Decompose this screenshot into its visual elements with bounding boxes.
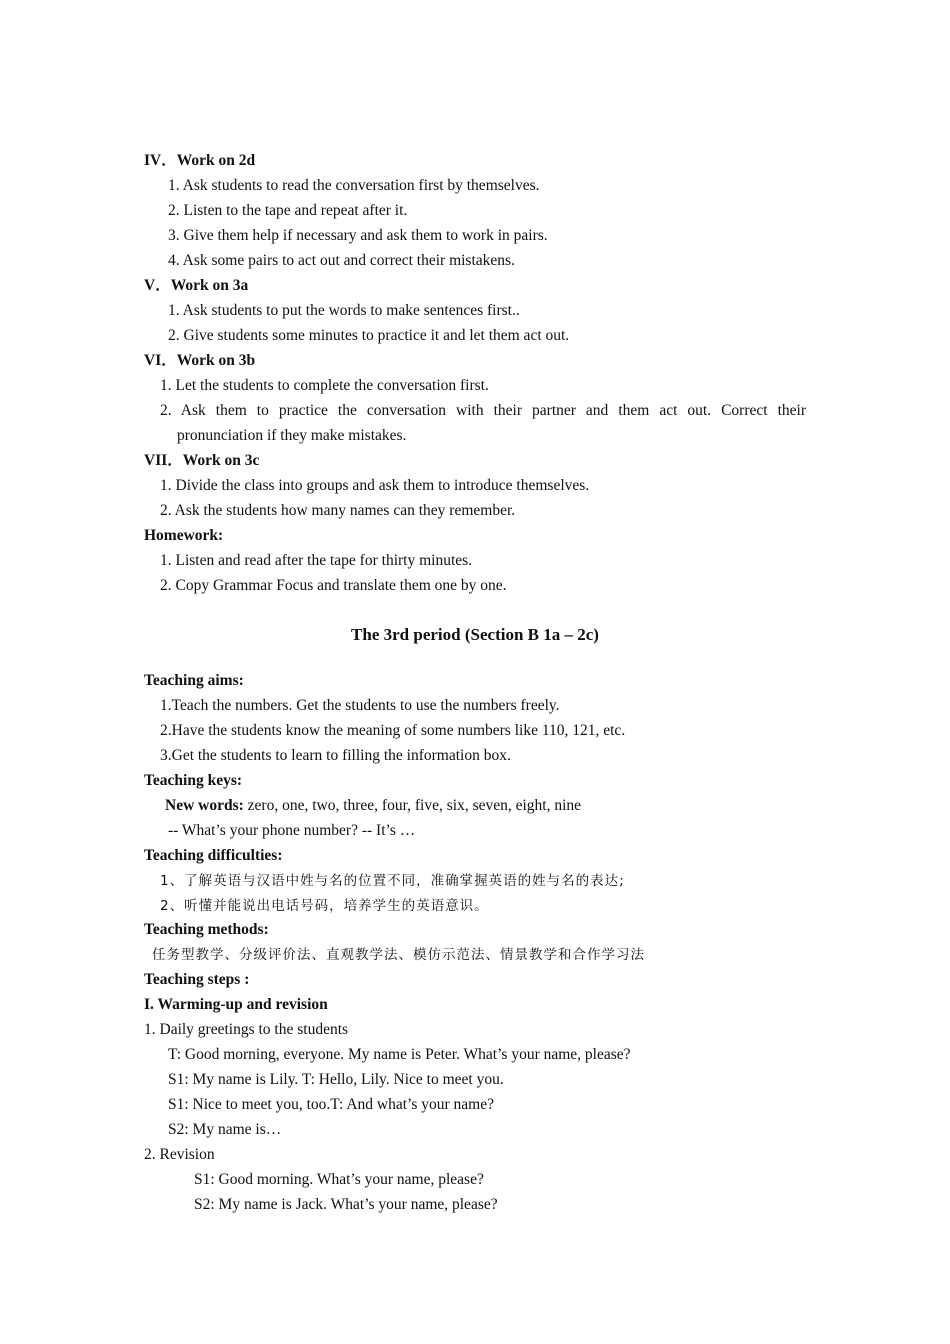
section-v-heading: V．Work on 3a	[144, 277, 249, 294]
list-item: 1. Ask students to put the words to make sentences first..	[168, 302, 520, 319]
new-words-line	[165, 796, 581, 816]
teaching-methods-text: 任务型教学、分级评价法、直观教学法、模仿示范法、情景教学和合作学习法	[152, 947, 645, 963]
list-item: 1、了解英语与汉语中姓与名的位置不同，准确掌握英语的姓与名的表达;	[160, 873, 625, 889]
period-title: The 3rd period (Section B 1a – 2c)	[351, 625, 599, 644]
dialogue-line: T: Good morning, everyone. My name is Peter. What’s your name, please?	[168, 1046, 631, 1063]
dialogue-line: S2: My name is Jack. What’s your name, please?	[194, 1196, 498, 1213]
homework-heading: Homework:	[144, 527, 224, 544]
list-item: 3.Get the students to learn to filling the information box.	[160, 747, 511, 764]
list-item: 2. Copy Grammar Focus and translate them one by one.	[160, 577, 507, 594]
teaching-methods-heading: Teaching methods:	[144, 921, 269, 938]
list-item: 1. Let the students to complete the conversation first.	[160, 377, 489, 394]
section-iv-heading: IV．Work on 2d	[144, 152, 256, 169]
list-item: 2. Give students some minutes to practice it and let them act out.	[168, 327, 570, 344]
teaching-steps-heading: Teaching steps :	[144, 971, 250, 988]
list-item: 1.Teach the numbers. Get the students to use the numbers freely.	[160, 697, 560, 714]
dialogue-line: S1: Good morning. What’s your name, please?	[194, 1171, 484, 1188]
list-item: 2. Ask them to practice the conversation with their partner and them act out. Correct their	[160, 402, 806, 419]
revision-label: 2. Revision	[144, 1146, 215, 1163]
list-item: 2. Ask the students how many names can they remember.	[160, 502, 516, 519]
key-phrase: -- What’s your phone number? -- It’s …	[168, 822, 416, 839]
list-item: 1. Listen and read after the tape for thirty minutes.	[160, 552, 473, 569]
list-item: 2.Have the students know the meaning of some numbers like 110, 121, etc.	[160, 722, 626, 739]
teaching-aims-heading: Teaching aims:	[144, 672, 244, 689]
warmup-heading: I. Warming-up and revision	[144, 996, 328, 1013]
list-item: 2. Listen to the tape and repeat after it.	[168, 202, 408, 219]
dialogue-line: S1: Nice to meet you, too.T: And what’s your name?	[168, 1096, 494, 1113]
list-item: 4. Ask some pairs to act out and correct their mistakens.	[168, 252, 515, 269]
greetings-label: 1. Daily greetings to the students	[144, 1021, 349, 1038]
teaching-keys-heading: Teaching keys:	[144, 772, 243, 789]
new-words-label: New words:	[165, 797, 244, 814]
teaching-difficulties-heading: Teaching difficulties:	[144, 847, 283, 864]
list-item: 3. Give them help if necessary and ask them to work in pairs.	[168, 227, 548, 244]
list-item: 1. Ask students to read the conversation first by themselves.	[168, 177, 540, 194]
section-vi-heading: VI．Work on 3b	[144, 352, 256, 369]
dialogue-line: S1: My name is Lily. T: Hello, Lily. Nice to meet you.	[168, 1071, 504, 1088]
list-item-continuation: pronunciation if they make mistakes.	[177, 427, 407, 444]
dialogue-line: S2: My name is…	[168, 1121, 282, 1138]
list-item: 2、听懂并能说出电话号码，培养学生的英语意识。	[160, 898, 489, 914]
list-item: 1. Divide the class into groups and ask them to introduce themselves.	[160, 477, 590, 494]
section-vii-heading: VII．Work on 3c	[144, 452, 260, 469]
new-words-list: zero, one, two, three, four, five, six, seven, eight, nine	[243, 797, 582, 814]
